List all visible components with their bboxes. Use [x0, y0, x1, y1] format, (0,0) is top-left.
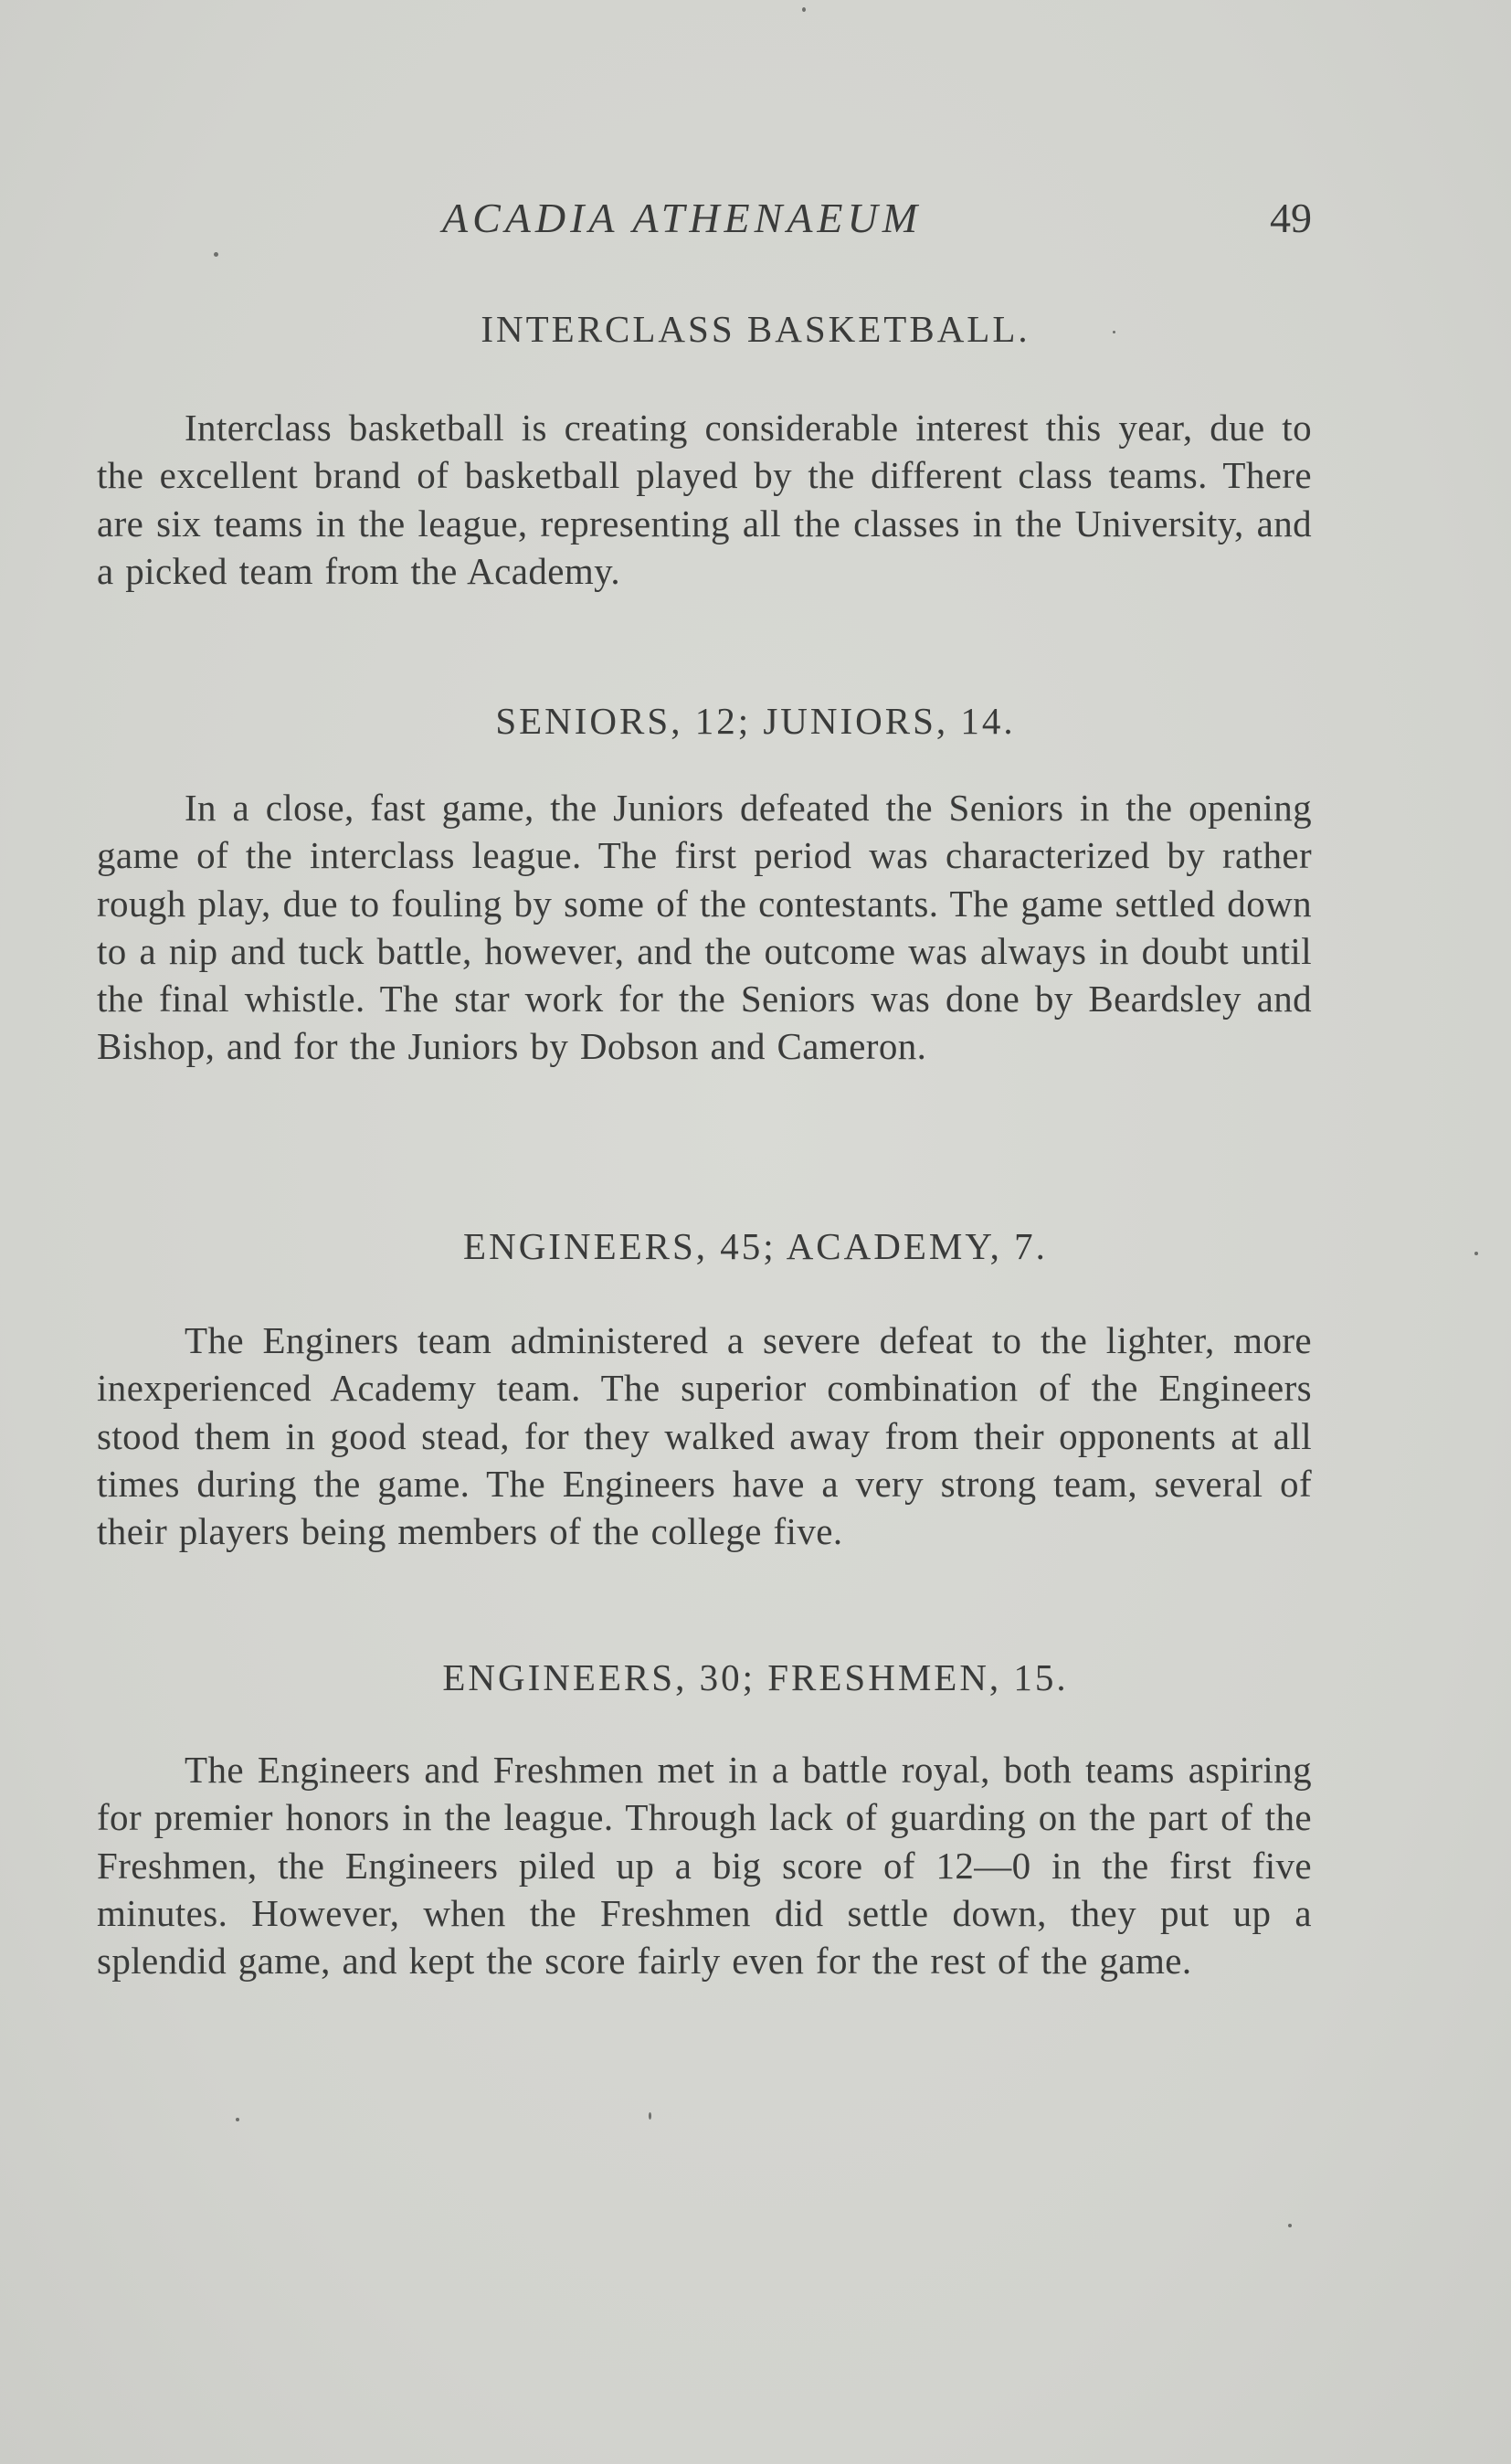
paper-speck — [802, 7, 806, 12]
game-heading-2: ENGINEERS, 45; ACADEMY, 7. — [463, 1225, 1048, 1267]
paper-speck — [1113, 331, 1115, 333]
game-heading-1: SENIORS, 12; JUNIORS, 14. — [495, 700, 1016, 742]
running-head — [0, 194, 1511, 249]
page-number: 49 — [1270, 195, 1312, 241]
paper-speck — [214, 252, 218, 257]
game-heading-3: ENGINEERS, 30; FRESHMEN, 15. — [442, 1656, 1069, 1698]
paper-speck — [1288, 2224, 1292, 2227]
paper-speck — [1474, 1252, 1478, 1255]
paper-speck — [236, 2118, 239, 2121]
paper-speck — [649, 2112, 651, 2120]
article-title: INTERCLASS BASKETBALL. — [481, 308, 1030, 350]
game-paragraph-3: The Engineers and Freshmen met in a battle royal, both teams aspiring for premier honors in the league. Through lack of guarding on the part of the Freshmen, the Engineers piled up a big score of 12—0 in the first five minutes. However, when the Freshmen did settle down, they put up a splendid game, and kept the score fairly even for the rest of the game. — [97, 1749, 1312, 1983]
running-title: ACADIA ATHENAEUM — [442, 195, 923, 241]
game-paragraph-2: The Enginers team administered a severe defeat to the lighter, more inexperienced Academy team. The superior combination of the Engineers stood them in good stead, for they walked away from their opponents at all times during the game. The Engineers have a very strong team, several of their players being members of the college five. — [97, 1319, 1312, 1553]
intro-paragraph: Interclass basketball is creating considerable interest this year, due to the excellent brand of basketball played by the different class teams. There are six teams in the league, representing all the classes in the University, and a picked team from the Academy. — [97, 407, 1312, 592]
game-paragraph-1: In a close, fast game, the Juniors defeated the Seniors in the opening game of the interclass league. The first period was characterized by rather rough play, due to fouling by some of the contestants. The game settled down to a nip and tuck battle, however, and the outcome was always in doubt until the final whistle. The star work for the Seniors was done by Beardsley and Bishop, and for the Juniors by Dobson and Cameron. — [97, 787, 1312, 1068]
